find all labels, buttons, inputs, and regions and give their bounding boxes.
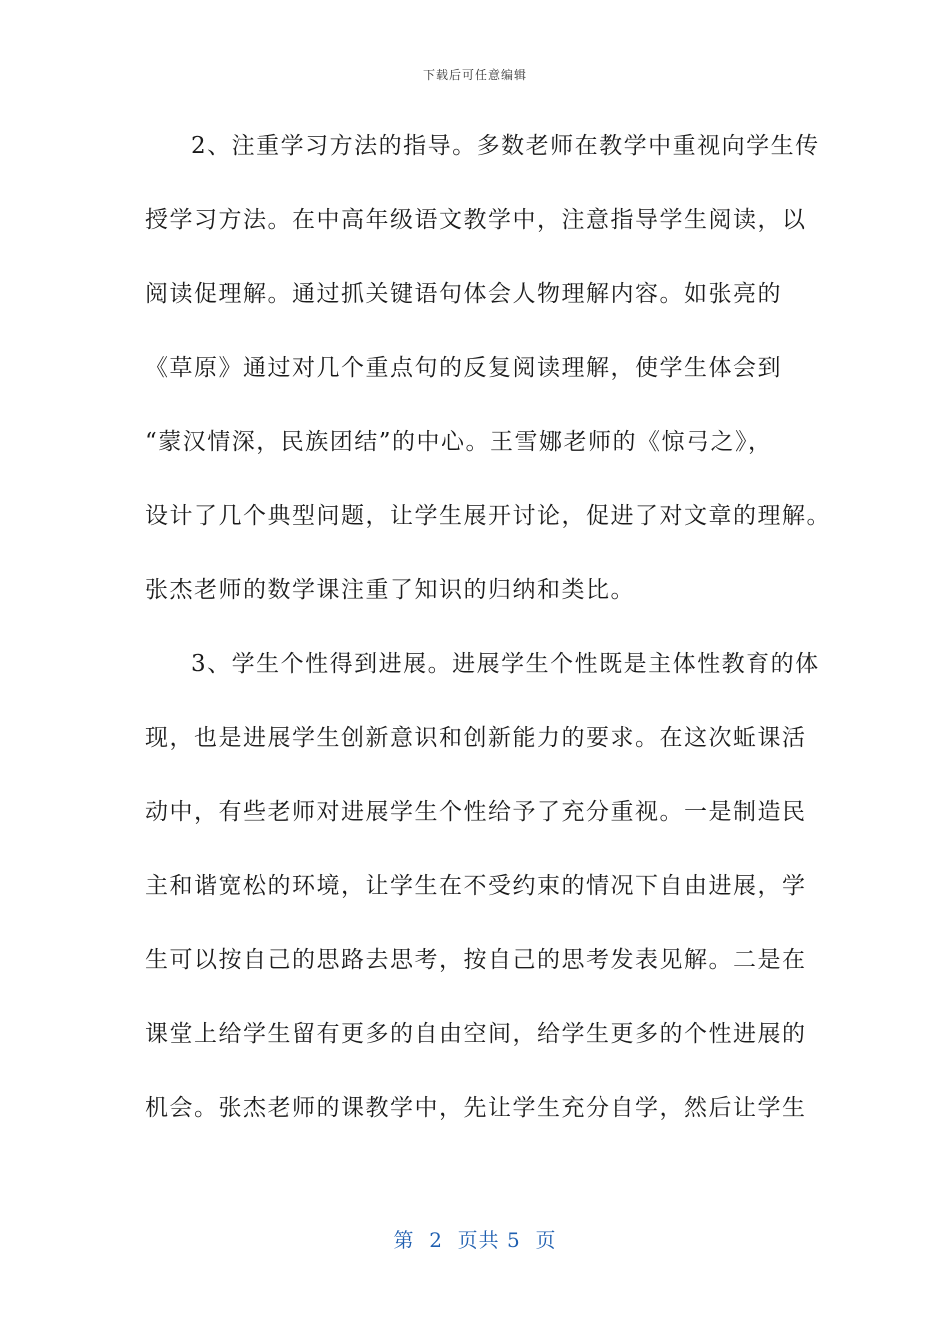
text-line: 生可以按自己的思路去思考，按自己的思考发表见解。二是在 (145, 947, 807, 973)
text-line: 授学习方法。在中高年级语文教学中，注意指导学生阅读，以 (145, 207, 807, 233)
text-line: 动中，有些老师对进展学生个性给予了充分重视。一是制造民 (145, 799, 807, 825)
text-line: “蒙汉情深，民族团结”的中心。王雪娜老师的《惊弓之》， (145, 429, 773, 455)
paragraph-method-guidance (145, 126, 831, 644)
text-line: 2、注重学习方法的指导。多数老师在教学中重视向学生传 (191, 133, 820, 159)
text-line: 阅读促理解。通过抓关键语句体会人物理解内容。如张亮的 (145, 281, 782, 307)
text-line: 课堂上给学生留有更多的自由空间，给学生更多的个性进展的 (145, 1021, 807, 1047)
text-line: 张杰老师的数学课注重了知识的归纳和类比。 (145, 577, 635, 603)
text-line: 《草原》通过对几个重点句的反复阅读理解，使学生体会到 (145, 355, 782, 381)
page-header-note: 下载后可任意编辑 (422, 68, 527, 82)
paragraph-student-individuality (145, 644, 820, 1162)
text-line: 现，也是进展学生创新意识和创新能力的要求。在这次蚯课活 (145, 725, 807, 751)
page-number-footer: 第 2 页共 5 页 (393, 1228, 557, 1252)
text-line: 主和谐宽松的环境，让学生在不受约束的情况下自由进展，学 (145, 873, 807, 899)
text-line: 设计了几个典型问题，让学生展开讨论，促进了对文章的理解。 (145, 503, 831, 529)
document-body (145, 126, 831, 1162)
text-line: 机会。张杰老师的课教学中，先让学生充分自学，然后让学生 (145, 1095, 807, 1121)
text-line: 3、学生个性得到进展。进展学生个性既是主体性教育的体 (191, 651, 820, 677)
